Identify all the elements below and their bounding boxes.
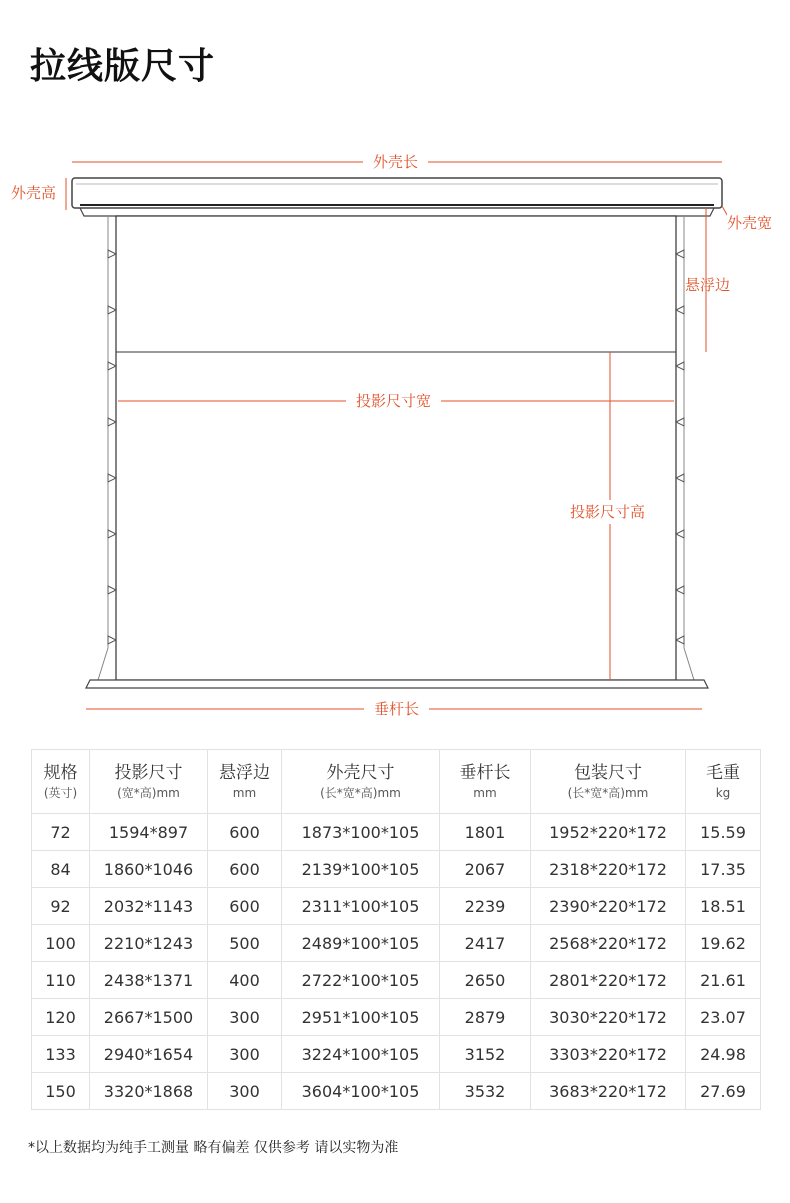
table-cell: 300: [208, 1073, 282, 1110]
shell-length-label: 外壳长: [363, 153, 428, 171]
table-cell: 3224*100*105: [282, 1036, 440, 1073]
table-cell: 133: [32, 1036, 90, 1073]
table-cell: 1801: [440, 814, 531, 851]
shell-width-label: 外壳宽: [727, 214, 773, 232]
table-row: [32, 962, 761, 999]
table-row: [32, 888, 761, 925]
table-cell: 120: [32, 999, 90, 1036]
table-cell: 27.69: [686, 1073, 761, 1110]
table-cell: 1860*1046: [90, 851, 208, 888]
table-cell: 1873*100*105: [282, 814, 440, 851]
table-cell: 2801*220*172: [531, 962, 686, 999]
table-cell: 19.62: [686, 925, 761, 962]
table-row: [32, 1073, 761, 1110]
table-cell: 2489*100*105: [282, 925, 440, 962]
drop-bar: [86, 680, 708, 688]
table-cell: 2032*1143: [90, 888, 208, 925]
spec-table: [31, 749, 761, 1110]
table-cell: 600: [208, 851, 282, 888]
table-cell: 2940*1654: [90, 1036, 208, 1073]
table-cell: 2667*1500: [90, 999, 208, 1036]
table-cell: 2951*100*105: [282, 999, 440, 1036]
table-cell: 500: [208, 925, 282, 962]
table-cell: 3152: [440, 1036, 531, 1073]
table-cell: 3604*100*105: [282, 1073, 440, 1110]
header-shell-size: 外壳尺寸 (长*宽*高)mm: [282, 750, 440, 814]
floating-edge-label: 悬浮边: [685, 276, 731, 294]
header-floating-edge: 悬浮边 mm: [208, 750, 282, 814]
screen-surface: [116, 216, 676, 680]
table-cell: 2067: [440, 851, 531, 888]
table-cell: 23.07: [686, 999, 761, 1036]
table-cell: 300: [208, 1036, 282, 1073]
table-cell: 21.61: [686, 962, 761, 999]
table-cell: 400: [208, 962, 282, 999]
table-cell: 24.98: [686, 1036, 761, 1073]
table-cell: 3303*220*172: [531, 1036, 686, 1073]
table-cell: 84: [32, 851, 90, 888]
table-header-row: [32, 750, 761, 814]
table-cell: 2568*220*172: [531, 925, 686, 962]
header-gross-weight: 毛重 kg: [686, 750, 761, 814]
table-cell: 2318*220*172: [531, 851, 686, 888]
table-cell: 600: [208, 814, 282, 851]
table-cell: 1594*897: [90, 814, 208, 851]
table-cell: 3532: [440, 1073, 531, 1110]
table-cell: 17.35: [686, 851, 761, 888]
table-cell: 18.51: [686, 888, 761, 925]
disclaimer-note: *以上数据均为纯手工测量 略有偏差 仅供参考 请以实物为准: [28, 1140, 399, 1156]
table-cell: 150: [32, 1073, 90, 1110]
table-cell: 3320*1868: [90, 1073, 208, 1110]
header-drop-bar-length: 垂杆长 mm: [440, 750, 531, 814]
table-cell: 2879: [440, 999, 531, 1036]
projection-width-label: 投影尺寸宽: [346, 392, 441, 410]
table-cell: 2210*1243: [90, 925, 208, 962]
table-row: [32, 814, 761, 851]
table-cell: 110: [32, 962, 90, 999]
header-size: 规格 (英寸): [32, 750, 90, 814]
table-cell: 600: [208, 888, 282, 925]
table-row: [32, 999, 761, 1036]
table-cell: 300: [208, 999, 282, 1036]
table-cell: 2311*100*105: [282, 888, 440, 925]
table-cell: 2438*1371: [90, 962, 208, 999]
housing: [72, 178, 722, 208]
table-cell: 15.59: [686, 814, 761, 851]
drop-bar-length-label: 垂杆长: [364, 700, 429, 718]
table-cell: 2722*100*105: [282, 962, 440, 999]
projection-height-label: 投影尺寸高: [570, 500, 645, 524]
table-row: [32, 1036, 761, 1073]
table-cell: 2390*220*172: [531, 888, 686, 925]
table-cell: 1952*220*172: [531, 814, 686, 851]
table-cell: 2417: [440, 925, 531, 962]
header-projection-size: 投影尺寸 (宽*高)mm: [90, 750, 208, 814]
table-cell: 3030*220*172: [531, 999, 686, 1036]
table-cell: 100: [32, 925, 90, 962]
page-title: 拉线版尺寸: [30, 46, 216, 87]
table-cell: 2139*100*105: [282, 851, 440, 888]
table-cell: 2239: [440, 888, 531, 925]
table-cell: 2650: [440, 962, 531, 999]
table-cell: 92: [32, 888, 90, 925]
header-package-size: 包装尺寸 (长*宽*高)mm: [531, 750, 686, 814]
table-cell: 72: [32, 814, 90, 851]
table-row: [32, 925, 761, 962]
table-cell: 3683*220*172: [531, 1073, 686, 1110]
table-row: [32, 851, 761, 888]
shell-height-label: 外壳高: [11, 184, 57, 202]
